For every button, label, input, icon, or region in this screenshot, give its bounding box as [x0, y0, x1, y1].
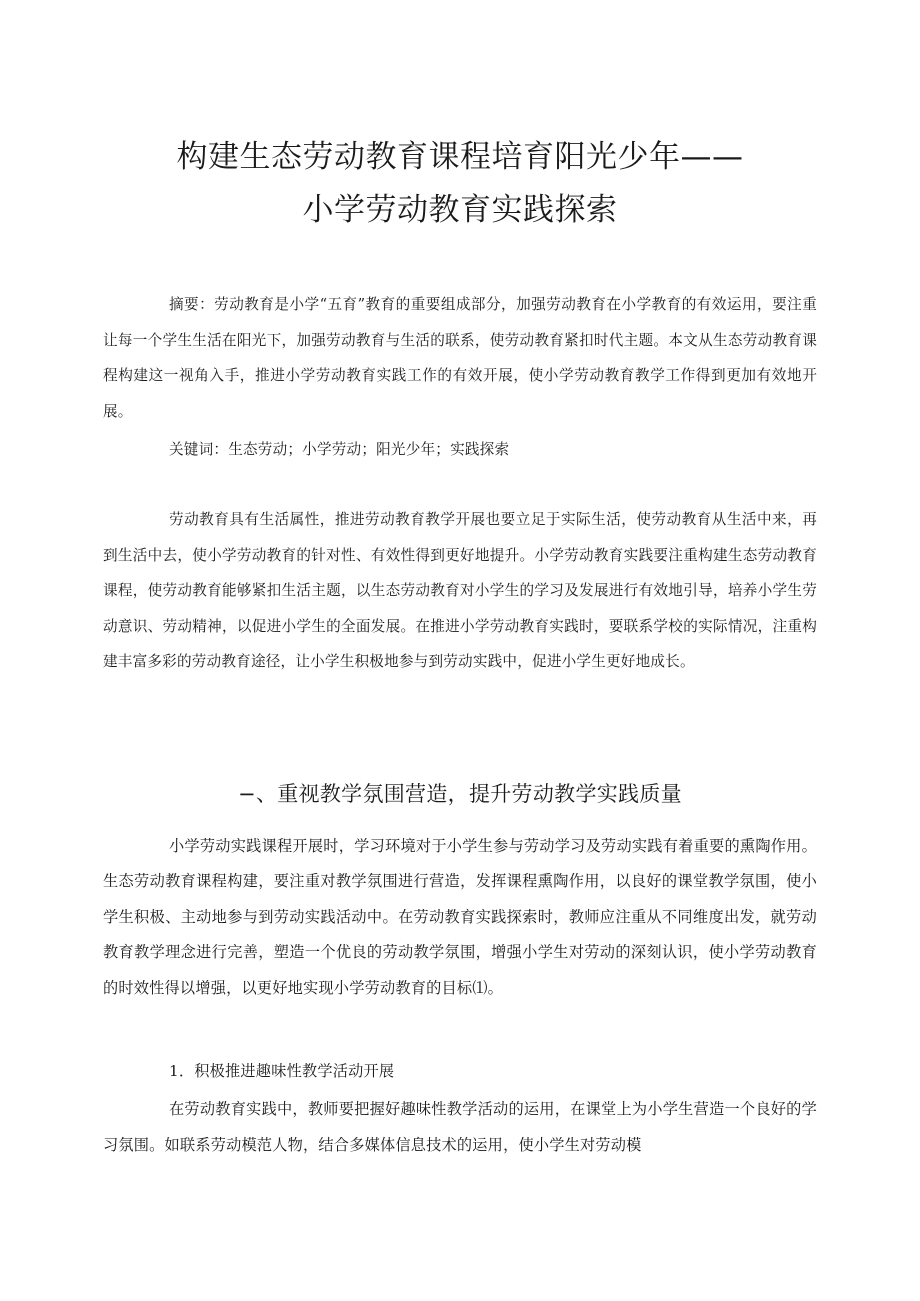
keywords-paragraph: [103, 432, 817, 468]
keywords-text: 生态劳动；小学劳动；阳光少年；实践探索: [228, 441, 510, 458]
document-title-line-1: 构建生态劳动教育课程培育阳光少年——: [176, 139, 744, 175]
subsection-1-paragraph: 在劳动教育实践中，教师要把握好趣味性教学活动的运用，在课堂上为小学生营造一个良好的学习氛围。如联系劳动模范人物，结合多媒体信息技术的运用，使小学生对劳动模: [103, 1100, 817, 1154]
abstract-paragraph: [103, 287, 817, 429]
abstract-text: 劳动教育是小学“五育”教育的重要组成部分，加强劳动教育在小学教育的有效运用，要注重让每一个学生生活在阳光下，加强劳动教育与生活的联系，使劳动教育紧扣时代主题。本文从生态劳动教育课程构建这一视角入手，推进小学劳动教育实践工作的有效开展，使小学劳动教育教学工作得到更加有效地开展。: [103, 296, 817, 420]
keywords-label: 关键词：: [169, 441, 229, 458]
document-title-line-2: 小学劳动教育实践探索: [302, 192, 618, 228]
section-1-heading: −、重视教学氛围营造，提升劳动教学实践质量: [238, 782, 682, 806]
subsection-1-heading: 1．积极推进趣味性教学活动开展: [169, 1062, 395, 1080]
intro-paragraph: 劳动教育具有生活属性，推进劳动教育教学开展也要立足于实际生活，使劳动教育从生活中来，再到生活中去，使小学劳动教育的针对性、有效性得到更好地提升。小学劳动教育实践要注重构建生态劳动教育课程，使劳动教育能够紧扣生活主题，以生态劳动教育对小学生的学习及发展进行有效地引导，培养小学生劳动意识、劳动精神，以促进小学生的全面发展。在推进小学劳动教育实践时，要联系学校的实际情况，注重构建丰富多彩的劳动教育途径，让小学生积极地参与到劳动实践中，促进小学生更好地成长。: [103, 511, 817, 671]
abstract-label: 摘要：: [169, 296, 215, 313]
section-1-paragraph: 小学劳动实践课程开展时，学习环境对于小学生参与劳动学习及劳动实践有着重要的熏陶作用。生态劳动教育课程构建，要注重对教学氛围进行营造，发挥课程熏陶作用，以良好的课堂教学氛围，使小学生积极、主动地参与到劳动实践活动中。在劳动教育实践探索时，教师应注重从不同维度出发，就劳动教育教学理念进行完善，塑造一个优良的劳动教学氛围，增强小学生对劳动的深刻认识，使小学劳动教育的时效性得以增强，以更好地实现小学劳动教育的目标⑴。: [103, 837, 817, 997]
